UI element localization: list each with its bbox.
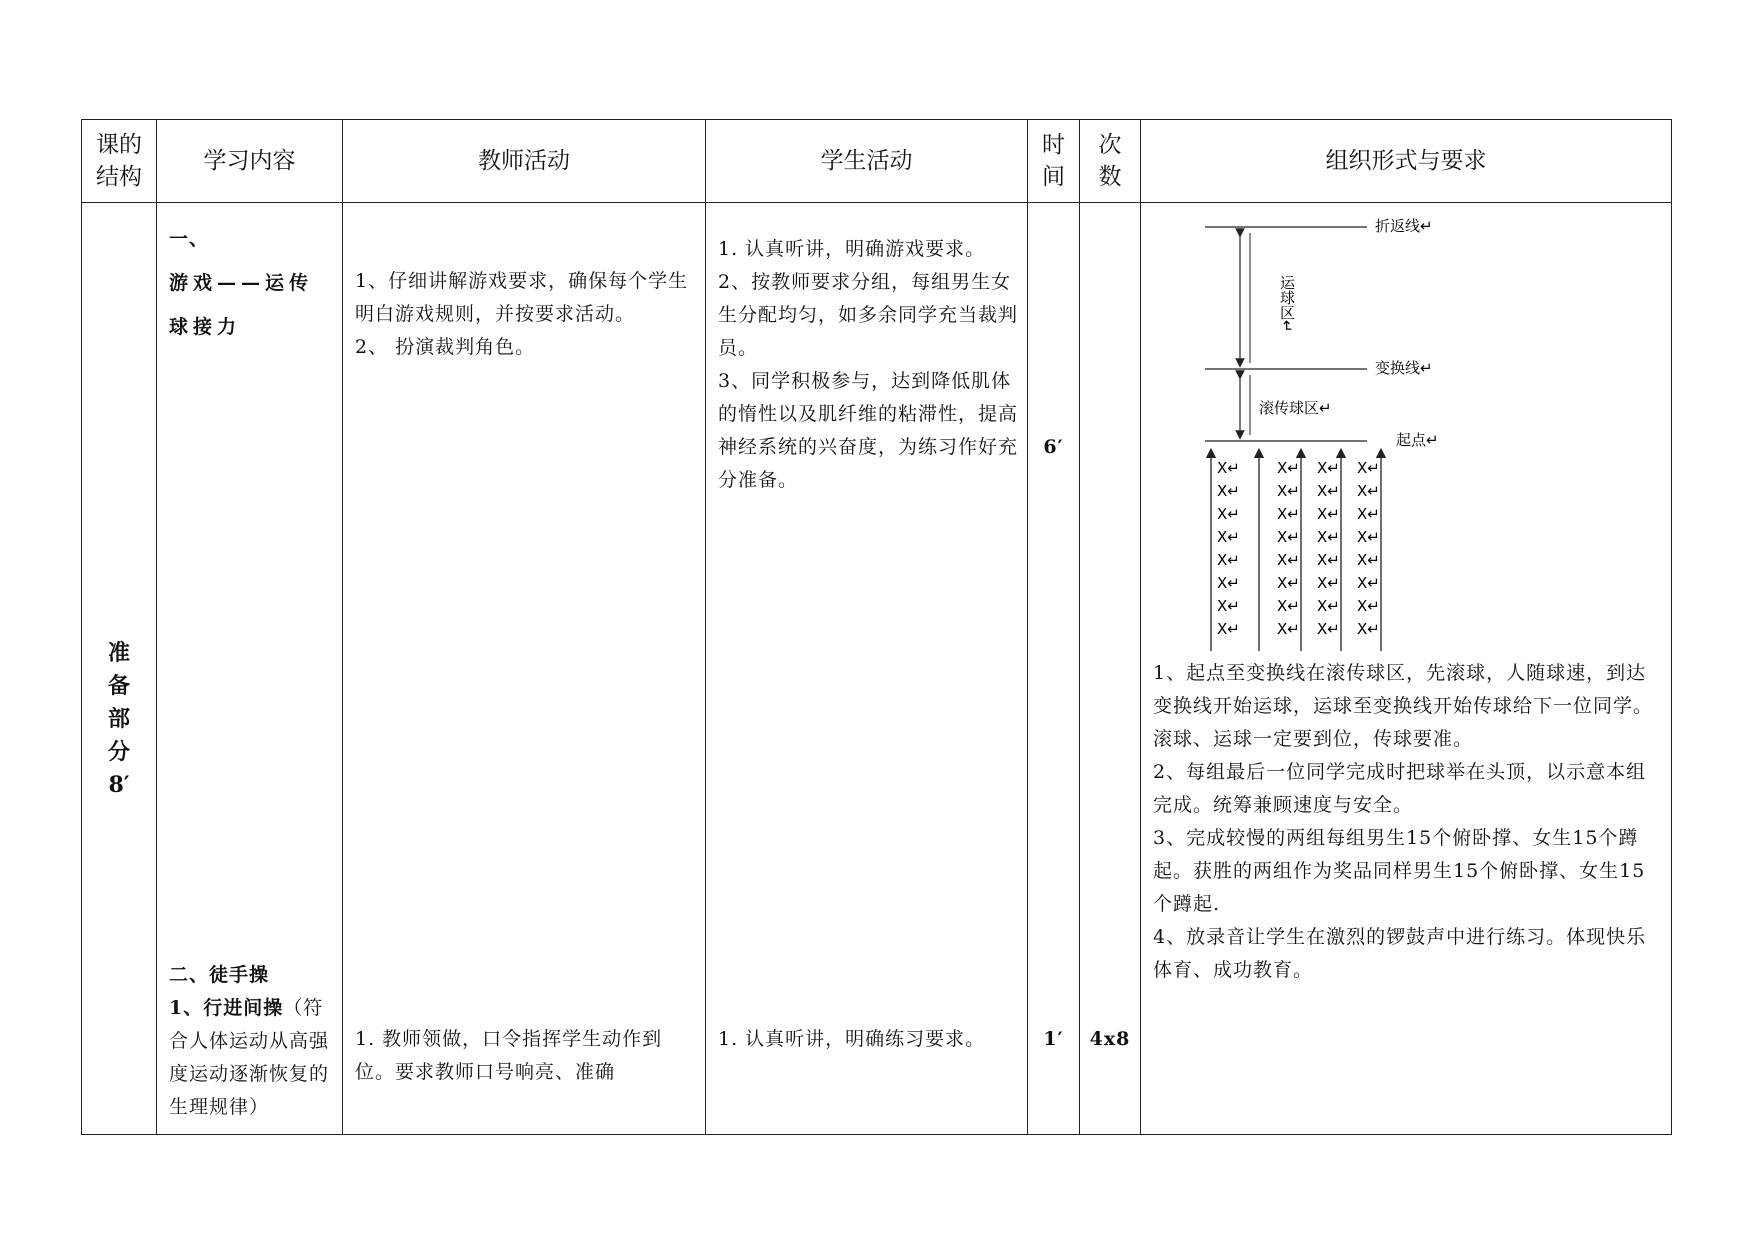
student-marker: X↵ [1317, 597, 1340, 615]
student-marker: X↵ [1317, 574, 1340, 592]
student-marker: X↵ [1217, 597, 1240, 615]
student-marker: X↵ [1277, 482, 1300, 500]
student-marker: X↵ [1277, 620, 1300, 638]
student-marker: X↵ [1317, 528, 1340, 546]
exercise-count: 4x8 [1089, 1028, 1131, 1050]
content-cell [157, 203, 343, 1135]
student-marker: X↵ [1217, 528, 1240, 546]
student-marker: X↵ [1277, 528, 1300, 546]
student-marker: X↵ [1217, 505, 1240, 523]
organization-cell [1141, 203, 1672, 1135]
section-duration: 8′ [108, 772, 130, 798]
student-marker: X↵ [1357, 620, 1380, 638]
student-marker: X↵ [1217, 574, 1240, 592]
exercise-item-title: 1、行进间操 [169, 997, 284, 1019]
dribble-zone-label: 运球区↵ [1278, 275, 1296, 333]
student-marker: X↵ [1357, 551, 1380, 569]
time-cell [1028, 203, 1080, 1135]
exercise-time: 1′ [1043, 1028, 1064, 1050]
relay-diagram-svg [1141, 203, 1670, 653]
header-structure: 课的结构 [82, 120, 157, 203]
exercise-teacher-activity: 1. 教师领做，口令指挥学生动作到位。要求教师口号响亮、准确 [355, 1028, 663, 1083]
exercise-student-activity: 1. 认真听讲，明确练习要求。 [718, 1028, 986, 1050]
count-cell [1080, 203, 1141, 1135]
game-title: 游戏——运传球接力 [169, 272, 314, 338]
organization-requirements: 1、起点至变换线在滚传球区，先滚球，人随球速，到达变换线开始运球，运球至变换线开始传球给下一位同学。滚球、运球一定要到位，传球要准。 2、每组最后一位同学完成时把球举在头顶，以示意本组完成。统筹兼顾速度与安全。 3、完成较慢的两组每组男生15个俯卧撑、女生15个蹲起。获胜的两组作为奖品同样男生15个俯卧撑、女生15个蹲起. 4、放录音让学生在激烈的锣鼓声中进行练习。体现快乐体育、成功教育。 [1153, 662, 1654, 981]
student-marker: X↵ [1317, 505, 1340, 523]
student-marker: X↵ [1357, 574, 1380, 592]
game-number: 一、 [169, 228, 210, 250]
student-marker: X↵ [1357, 528, 1380, 546]
student-marker: X↵ [1277, 505, 1300, 523]
student-marker: X↵ [1317, 482, 1340, 500]
relay-diagram [1141, 203, 1670, 653]
student-marker: X↵ [1277, 574, 1300, 592]
student-cell [706, 203, 1028, 1135]
header-content: 学习内容 [157, 120, 343, 203]
game-teacher-activity: 1、仔细讲解游戏要求，确保每个学生明白游戏规则，并按要求活动。 2、 扮演裁判角色。 [355, 270, 689, 358]
student-marker: X↵ [1357, 459, 1380, 477]
change-line-label: 变换线↵ [1375, 359, 1433, 377]
structure-cell [82, 203, 157, 1135]
header-teacher: 教师活动 [343, 120, 706, 203]
student-marker: X↵ [1317, 551, 1340, 569]
student-marker: X↵ [1217, 551, 1240, 569]
start-point-label: 起点↵ [1396, 431, 1439, 449]
teacher-cell [343, 203, 706, 1135]
student-marker: X↵ [1317, 459, 1340, 477]
section-name: 准备部分 [107, 640, 130, 765]
game-time: 6′ [1043, 436, 1064, 458]
student-marker: X↵ [1217, 620, 1240, 638]
turnback-line-label: 折返线↵ [1375, 217, 1433, 235]
student-marker: X↵ [1277, 597, 1300, 615]
header-count: 次数 [1080, 120, 1141, 203]
header-student: 学生活动 [706, 120, 1028, 203]
lesson-plan-table [81, 119, 1672, 1135]
student-marker: X↵ [1357, 482, 1380, 500]
student-marker: X↵ [1277, 459, 1300, 477]
student-marker: X↵ [1357, 505, 1380, 523]
student-markers [1217, 459, 1380, 638]
roll-zone-label: 滚传球区↵ [1259, 399, 1332, 417]
exercise-number: 二、徒手操 [169, 964, 270, 986]
game-student-activity: 1. 认真听讲，明确游戏要求。 2、按教师要求分组，每组男生女生分配均匀，如多余同学充当裁判员。 3、同学积极参与，达到降低肌体的惰性以及肌纤维的粘滞性，提高神经系统的兴奋度，为练习作好充分准备。 [718, 238, 1019, 491]
header-time: 时间 [1028, 120, 1080, 203]
student-marker: X↵ [1277, 551, 1300, 569]
student-marker: X↵ [1217, 482, 1240, 500]
student-marker: X↵ [1317, 620, 1340, 638]
student-marker: X↵ [1357, 597, 1380, 615]
header-organization: 组织形式与要求 [1141, 120, 1672, 203]
student-marker: X↵ [1217, 459, 1240, 477]
exercise-item-note: （符合人体运动从高强度运动逐渐恢复的生理规律） [169, 997, 330, 1118]
